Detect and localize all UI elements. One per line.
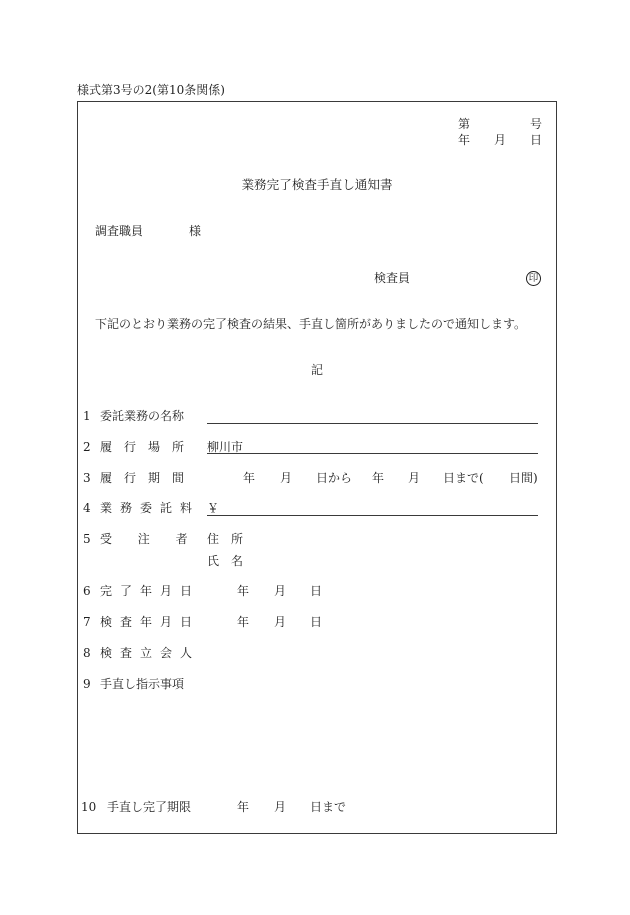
addressee-honorific: 様 (189, 224, 202, 238)
period-to-month: 月 (408, 471, 421, 485)
form-frame (77, 101, 557, 834)
deadline-year: 年 (237, 800, 250, 814)
doc-number-prefix: 第 (458, 117, 471, 131)
period-days: 日間) (509, 471, 538, 485)
item-number: 4 (83, 501, 91, 515)
period-to-year: 年 (372, 471, 385, 485)
contractor-address-label: 住 所 (207, 532, 244, 546)
item-number: 7 (83, 615, 91, 629)
period-from-year: 年 (243, 471, 256, 485)
issue-date-year: 年 (458, 133, 471, 147)
item-label-contractor: 受 注 者 (100, 532, 189, 546)
item-number: 5 (83, 532, 91, 546)
document-title: 業務完了検査手直し通知書 (241, 177, 393, 192)
location-value: 柳川市 (207, 440, 244, 454)
item-number: 8 (83, 646, 91, 660)
item-label-contract-name: 委託業務の名称 (100, 409, 185, 423)
doc-number-suffix: 号 (530, 117, 543, 131)
seal-mark-icon: 印 (526, 271, 541, 286)
item-label-correction-deadline: 手直し完了期限 (107, 800, 192, 814)
item-label-period: 履 行 期 間 (100, 471, 185, 485)
item-label-location: 履 行 場 所 (100, 440, 185, 454)
period-from-day: 日から (316, 471, 353, 485)
inspector-role: 検査員 (374, 271, 411, 285)
location-underline (207, 453, 538, 454)
completion-year: 年 (237, 584, 250, 598)
inspection-month: 月 (274, 615, 287, 629)
addressee-role: 調査職員 (95, 224, 144, 238)
period-to-day: 日まで( (443, 471, 484, 485)
item-label-witness: 検 査 立 会 人 (100, 646, 191, 660)
contractor-name-label: 氏 名 (207, 554, 244, 568)
deadline-month: 月 (274, 800, 287, 814)
period-from-month: 月 (280, 471, 293, 485)
item-label-completion-date: 完 了 年 月 日 (100, 584, 191, 598)
issue-date-month: 月 (494, 133, 507, 147)
item-label-fee: 業 務 委 託 料 (100, 501, 191, 515)
item-number: 2 (83, 440, 91, 454)
contract-name-underline (207, 423, 538, 424)
fee-underline (207, 515, 538, 516)
form-reference: 様式第3号の2(第10条関係) (77, 83, 225, 97)
item-number: 9 (83, 677, 91, 691)
item-label-correction-instructions: 手直し指示事項 (100, 677, 185, 691)
item-number: 1 (83, 409, 91, 423)
item-label-inspection-date: 検 査 年 月 日 (100, 615, 191, 629)
inspection-day: 日 (310, 615, 323, 629)
inspection-year: 年 (237, 615, 250, 629)
notice-body: 下記のとおり業務の完了検査の結果、手直し箇所がありましたので通知します。 (95, 317, 527, 331)
item-number: 6 (83, 584, 91, 598)
fee-currency-mark: ￥ (207, 501, 220, 515)
deadline-day: 日まで (310, 800, 347, 814)
item-number: 10 (81, 800, 97, 814)
item-number: 3 (83, 471, 91, 485)
issue-date-day: 日 (530, 133, 543, 147)
ki-heading: 記 (310, 363, 323, 377)
completion-month: 月 (274, 584, 287, 598)
completion-day: 日 (310, 584, 323, 598)
